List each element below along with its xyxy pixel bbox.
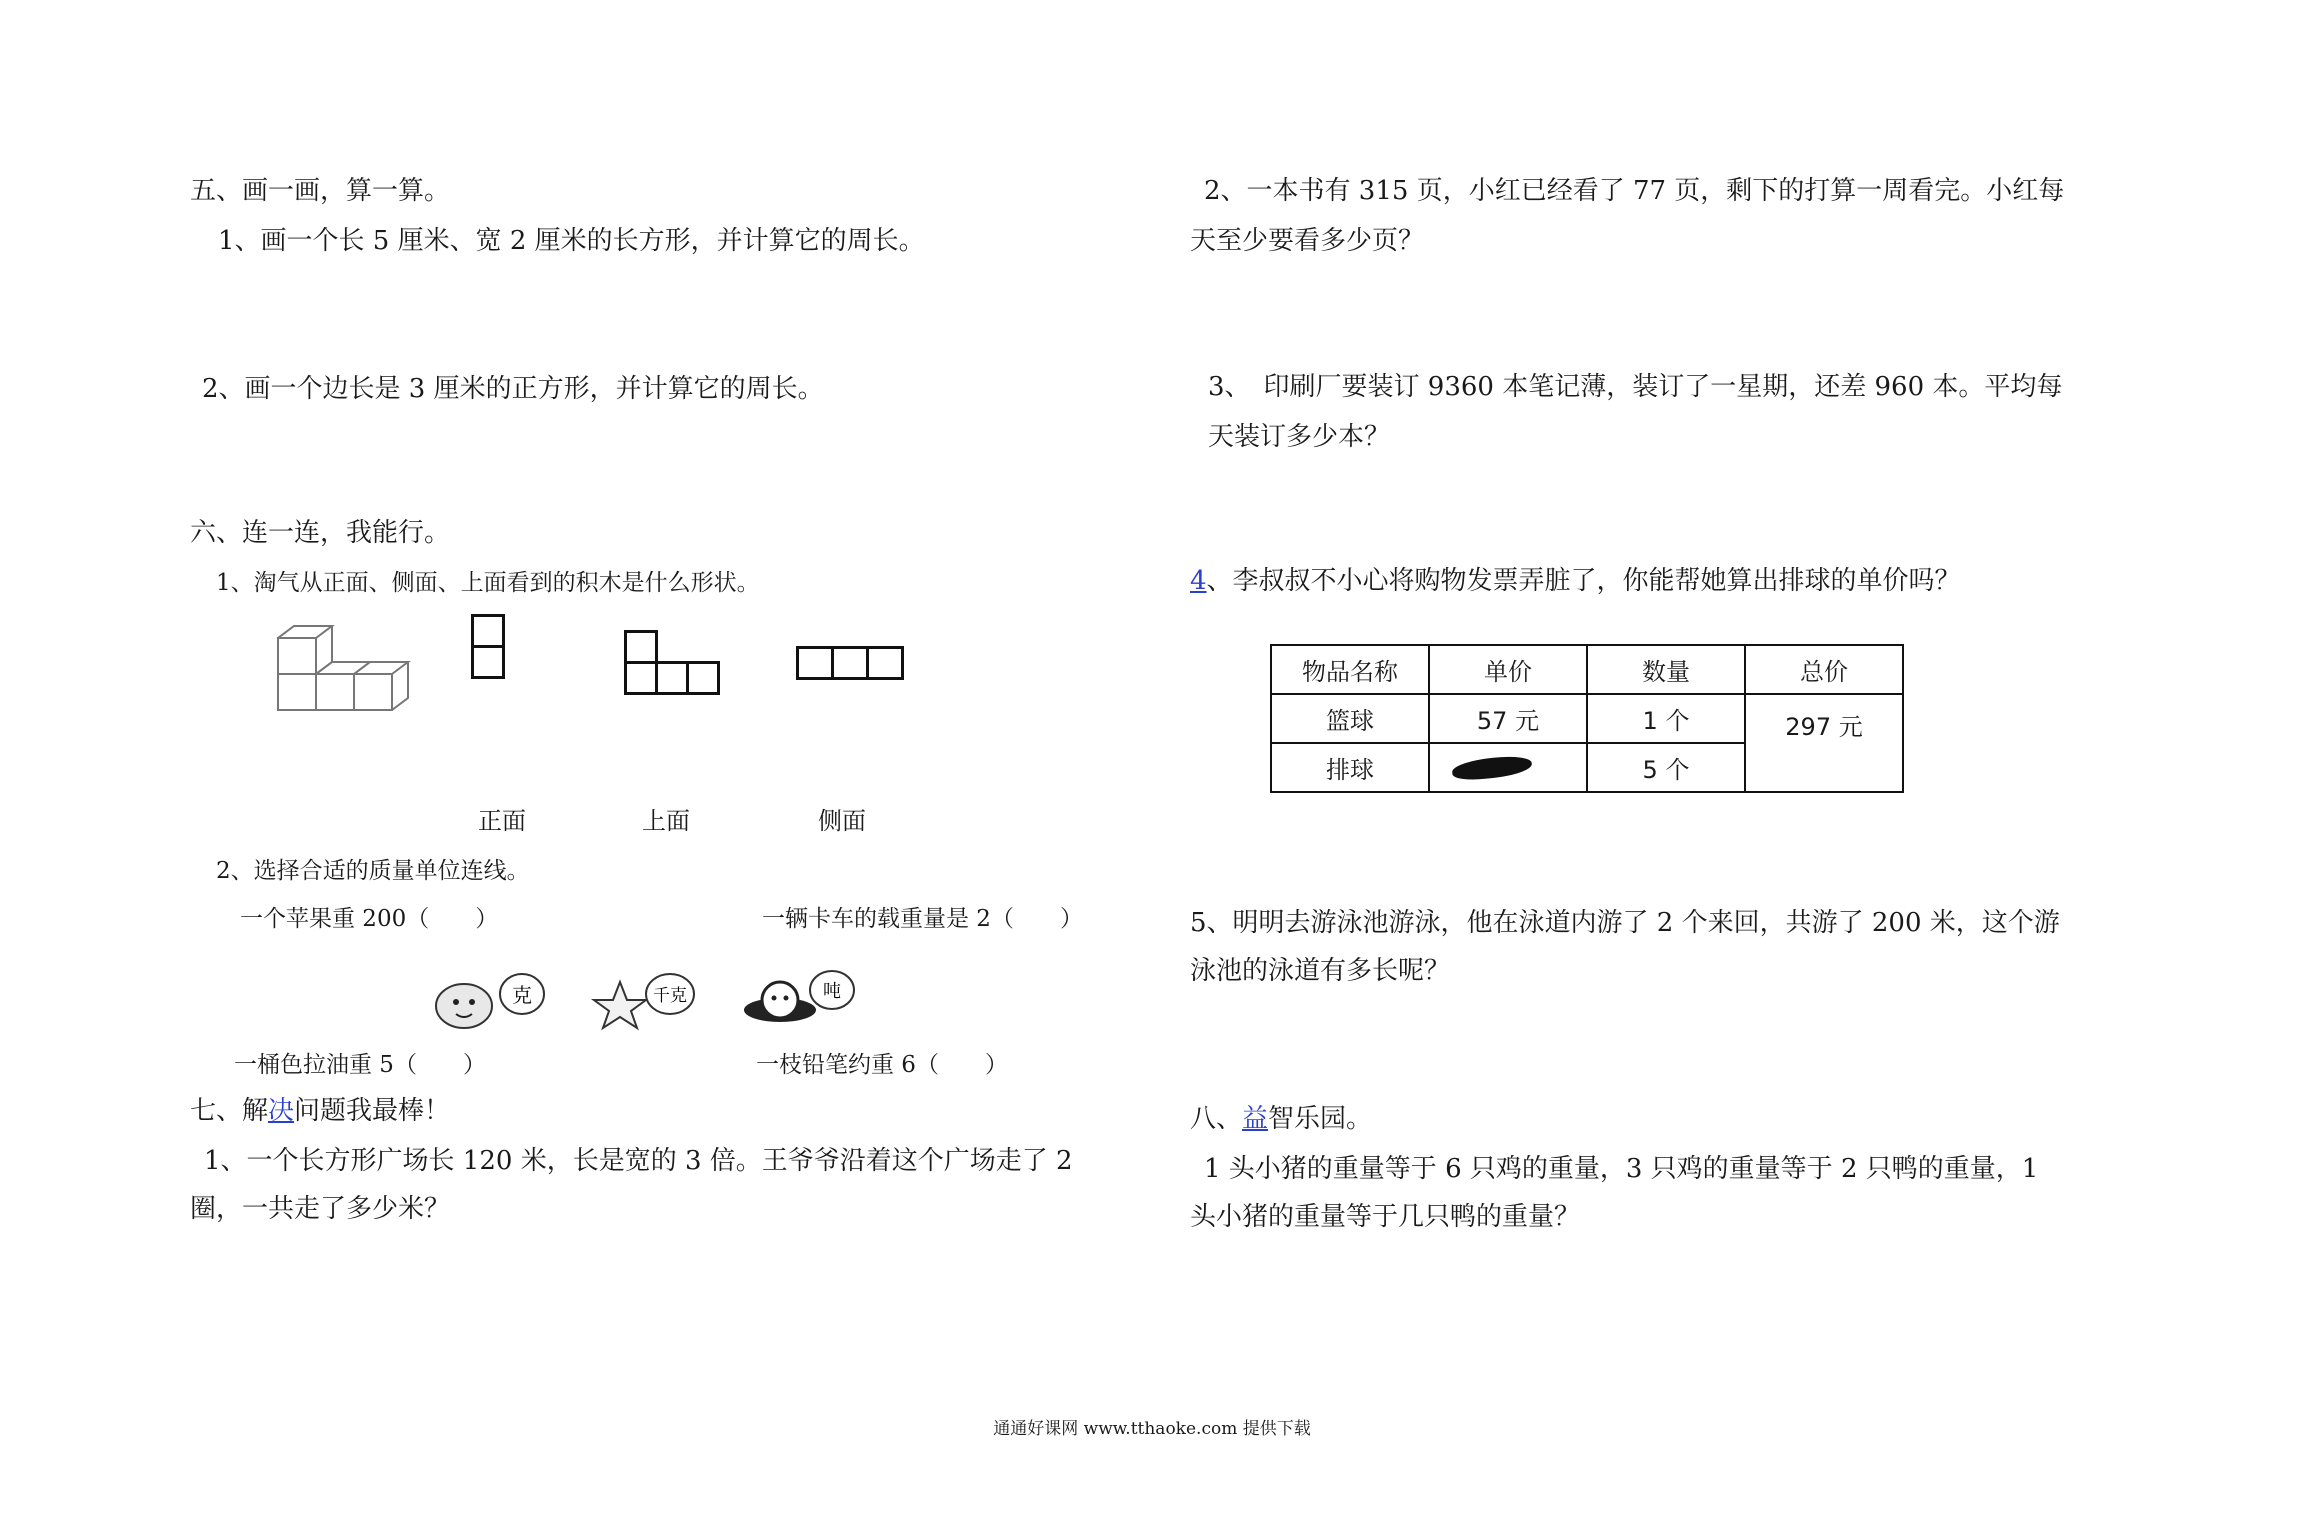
- view-label-front: 正面: [478, 807, 526, 835]
- ink-smudge: [1451, 754, 1533, 782]
- section-7-title: 七、解决问题我最棒！: [190, 1096, 451, 1126]
- view-shape-1-bottom-square: [471, 645, 505, 679]
- invoice-row2-name: 排球: [1271, 743, 1429, 792]
- section-6-question-1: 1、淘气从正面、侧面、上面看到的积木是什么形状。: [216, 570, 760, 596]
- unit-bubble-1-text: 克: [512, 983, 532, 1007]
- section-7-question-1-line-2: 圈，一共走了多少米？: [190, 1194, 451, 1224]
- invoice-row1-price: 57 元: [1429, 694, 1587, 743]
- question-4: 4、李叔叔不小心将购物发票弄脏了，你能帮她算出排球的单价吗？: [1190, 566, 1961, 596]
- question-3-line-1: 3、 印刷厂要装订 9360 本笔记薄，装订了一星期，还差 960 本。平均每: [1208, 372, 2063, 402]
- invoice-header-name: 物品名称: [1271, 645, 1429, 694]
- question-3-line-2: 天装订多少本？: [1208, 422, 1391, 452]
- question-5-line-1: 5、明明去游泳池游泳，他在泳道内游了 2 个来回，共游了 200 米，这个游: [1190, 908, 2060, 938]
- view-shape-3-square-c: [866, 646, 904, 680]
- question-4-number-link[interactable]: 4: [1190, 566, 1207, 596]
- invoice-table: [1270, 644, 1904, 793]
- question-2-line-2: 天至少要看多少页？: [1190, 226, 1425, 256]
- section-5-question-2: 2、画一个边长是 3 厘米的正方形，并计算它的周长。: [202, 374, 824, 404]
- mass-item-oil: 一桶色拉油重 5（ ）: [234, 1052, 486, 1078]
- view-shape-2-square-c: [686, 661, 720, 695]
- section-8-title-link[interactable]: 益: [1242, 1104, 1269, 1134]
- invoice-row1-name: 篮球: [1271, 694, 1429, 743]
- invoice-row2-price-smudged: [1429, 743, 1587, 792]
- view-shape-2-square-b: [655, 661, 689, 695]
- section-6-question-2: 2、选择合适的质量单位连线。: [216, 858, 530, 884]
- invoice-total: 297 元: [1745, 694, 1903, 792]
- page-footer: 通通好课网 www.tthaoke.com 提供下载: [993, 1419, 1311, 1439]
- section-7-title-link[interactable]: 决: [268, 1096, 295, 1126]
- mass-item-truck: 一辆卡车的载重量是 2（ ）: [762, 906, 1083, 932]
- view-label-side: 侧面: [818, 807, 866, 835]
- invoice-row1-quantity: 1 个: [1587, 694, 1745, 743]
- section-8-question-1-line-2: 头小猪的重量等于几只鸭的重量？: [1190, 1202, 1581, 1232]
- unit-character-1: [414, 966, 554, 1032]
- invoice-row2-quantity: 5 个: [1587, 743, 1745, 792]
- section-8-question-1-line-1: 1 头小猪的重量等于 6 只鸡的重量，3 只鸡的重量等于 2 只鸭的重量，1: [1204, 1154, 2039, 1184]
- unit-character-3: [740, 966, 860, 1032]
- view-label-top: 上面: [642, 807, 690, 835]
- unit-character-2: [590, 966, 700, 1032]
- block-figure: [270, 622, 420, 738]
- invoice-header-unit-price: 单价: [1429, 645, 1587, 694]
- view-shape-2-top-square: [624, 630, 658, 664]
- mass-item-pencil: 一枝铅笔约重 6（ ）: [756, 1052, 1008, 1078]
- section-5-title: 五、画一画，算一算。: [190, 176, 451, 206]
- view-shape-3-square-b: [831, 646, 869, 680]
- invoice-header-total: 总价: [1745, 645, 1903, 694]
- view-shape-1-top-square: [471, 614, 505, 648]
- question-2-line-1: 2、一本书有 315 页，小红已经看了 77 页，剩下的打算一周看完。小红每: [1204, 176, 2065, 206]
- view-shape-3-square-a: [796, 646, 834, 680]
- unit-bubble-2-text: 千克: [653, 986, 687, 1006]
- section-5-question-1: 1、画一个长 5 厘米、宽 2 厘米的长方形，并计算它的周长。: [218, 226, 925, 256]
- section-8-title: 八、益智乐园。: [1190, 1104, 1373, 1134]
- unit-bubble-3-text: 吨: [823, 981, 841, 1002]
- section-6-title: 六、连一连，我能行。: [190, 518, 451, 548]
- section-7-question-1-line-1: 1、一个长方形广场长 120 米，长是宽的 3 倍。王爷爷沿着这个广场走了 2: [204, 1146, 1073, 1176]
- view-shape-2-square-a: [624, 661, 658, 695]
- invoice-header-quantity: 数量: [1587, 645, 1745, 694]
- mass-item-apple: 一个苹果重 200（ ）: [240, 906, 499, 932]
- question-5-line-2: 泳池的泳道有多长呢？: [1190, 956, 1451, 986]
